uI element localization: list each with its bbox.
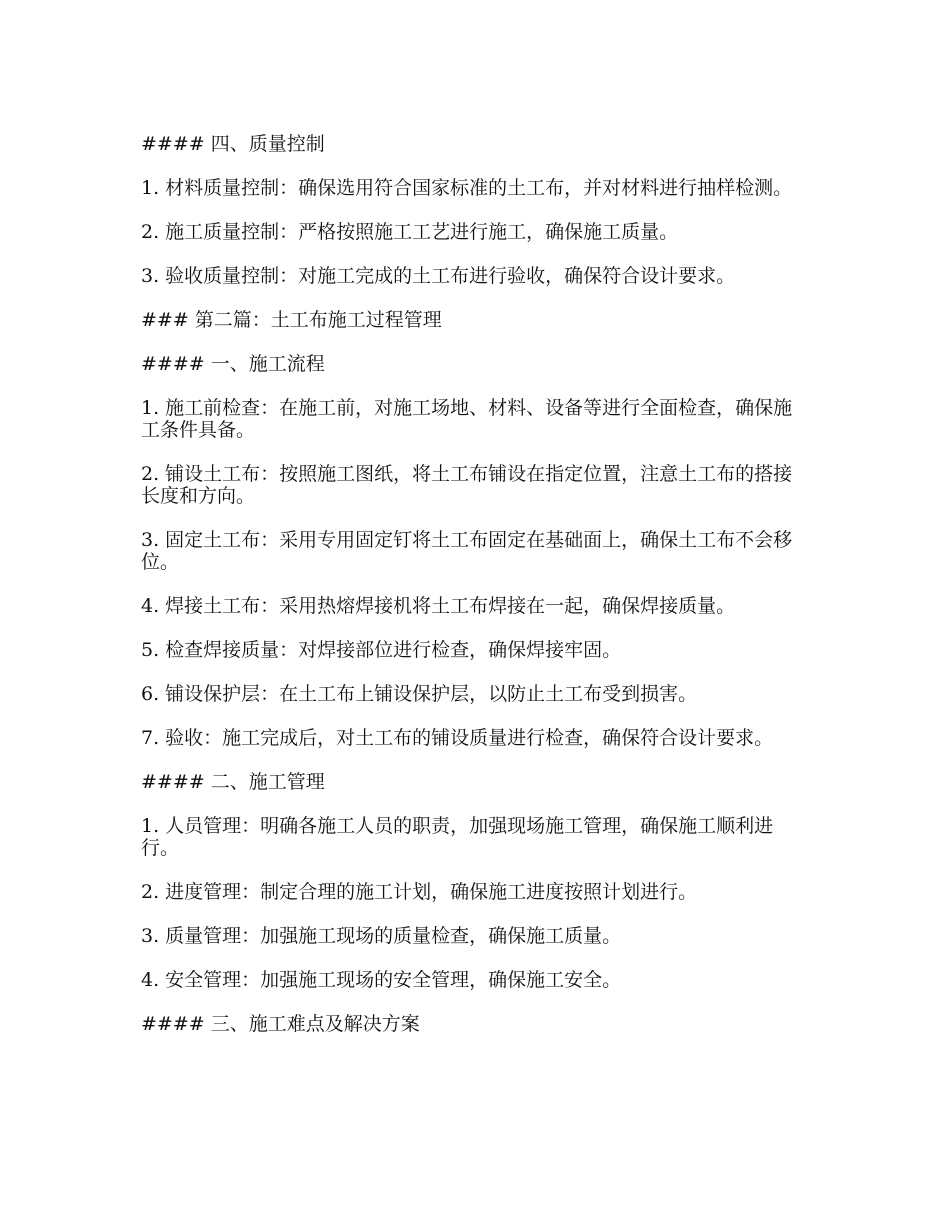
section-heading-quality-control: #### 四、质量控制 <box>141 133 325 155</box>
paragraph-fix-geotextile: 3. 固定土工布：采用专用固定钉将土工布固定在基础面上，确保土工布不会移位。 <box>141 529 793 573</box>
paragraph-check-welding: 5. 检查焊接质量：对焊接部位进行检查，确保焊接牢固。 <box>141 639 622 661</box>
paragraph-material-quality: 1. 材料质量控制：确保选用符合国家标准的土工布，并对材料进行抽样检测。 <box>141 177 793 199</box>
paragraph-schedule-management: 2. 进度管理：制定合理的施工计划，确保施工进度按照计划进行。 <box>141 881 698 903</box>
paragraph-safety-management: 4. 安全管理：加强施工现场的安全管理，确保施工安全。 <box>141 969 622 991</box>
chapter-heading-part-two: ### 第二篇：土工布施工过程管理 <box>141 309 442 331</box>
paragraph-quality-management: 3. 质量管理：加强施工现场的质量检查，确保施工质量。 <box>141 925 622 947</box>
section-heading-construction-management: #### 二、施工管理 <box>141 771 325 793</box>
paragraph-construction-quality: 2. 施工质量控制：严格按照施工工艺进行施工，确保施工质量。 <box>141 221 679 243</box>
paragraph-lay-geotextile: 2. 铺设土工布：按照施工图纸，将土工布铺设在指定位置，注意土工布的搭接长度和方向。 <box>141 463 793 507</box>
section-heading-construction-process: #### 一、施工流程 <box>141 353 325 375</box>
paragraph-pre-construction-check: 1. 施工前检查：在施工前，对施工场地、材料、设备等进行全面检查，确保施工条件具备。 <box>141 397 793 441</box>
paragraph-personnel-management: 1. 人员管理：明确各施工人员的职责，加强现场施工管理，确保施工顺利进行。 <box>141 815 774 859</box>
paragraph-protective-layer: 6. 铺设保护层：在土工布上铺设保护层，以防止土工布受到损害。 <box>141 683 698 705</box>
document-page <box>141 133 809 1057</box>
paragraph-acceptance-quality: 3. 验收质量控制：对施工完成的土工布进行验收，确保符合设计要求。 <box>141 265 736 287</box>
paragraph-weld-geotextile: 4. 焊接土工布：采用热熔焊接机将土工布焊接在一起，确保焊接质量。 <box>141 595 736 617</box>
section-heading-difficulties-solutions: #### 三、施工难点及解决方案 <box>141 1013 420 1035</box>
paragraph-acceptance: 7. 验收：施工完成后，对土工布的铺设质量进行检查，确保符合设计要求。 <box>141 727 774 749</box>
